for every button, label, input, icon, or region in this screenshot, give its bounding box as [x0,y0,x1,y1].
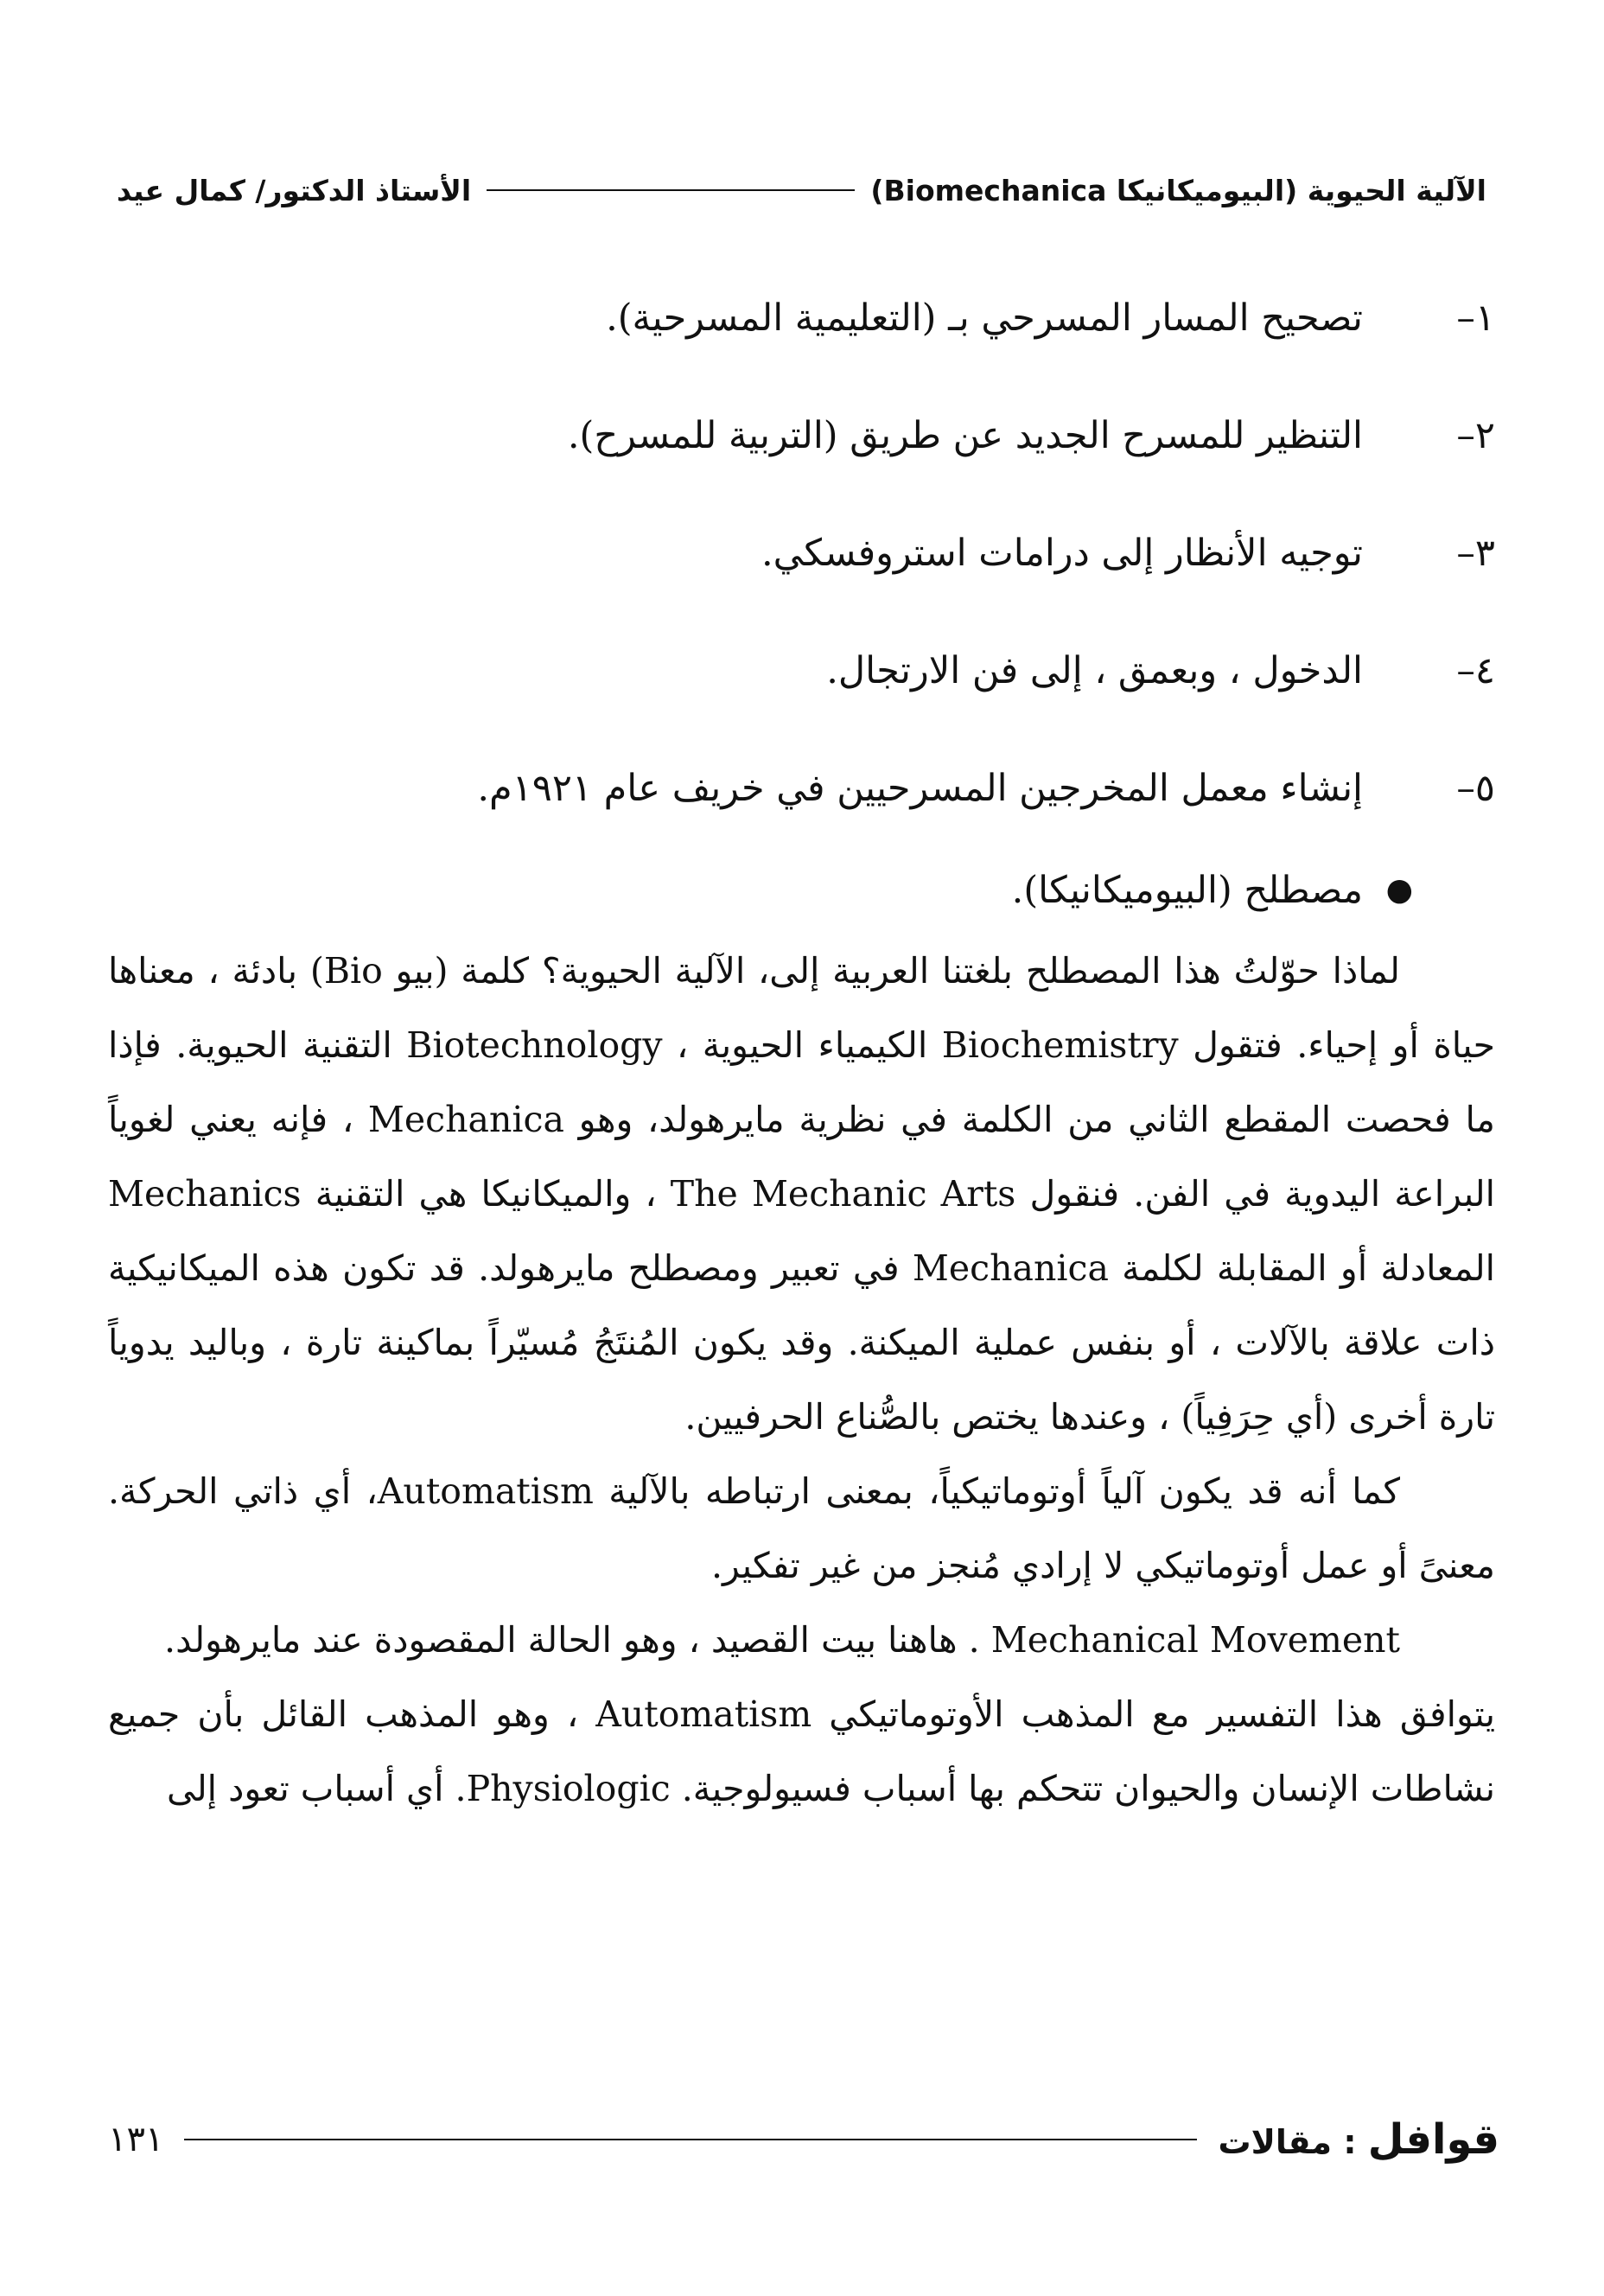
list-item-text: تصحيح المسار المسرحي بـ (التعليمية المسرحية). [606,297,1363,340]
bullet-icon: ● [1385,872,1413,908]
list-item-text: إنشاء معمل المخرجين المسرحيين في خريف عام ١٩٢١م. [477,767,1363,810]
list-item [108,612,1495,730]
running-header [117,164,1486,216]
list-number: ٤– [1456,649,1495,692]
list-item [108,377,1495,494]
header-author: الأستاذ الدكتور/ كمال عيد [117,173,472,207]
section-heading-text: مصطلح (البيوميكانيكا). [1011,869,1363,912]
list-item-text: التنظير للمسرح الجديد عن طريق (التربية للمسرح). [567,414,1363,457]
page-body [108,259,1495,1826]
list-number: ١– [1456,297,1495,340]
journal-name: قوافل [1367,2115,1499,2164]
list-item [108,259,1495,377]
running-footer [108,2109,1499,2170]
header-article-title: الآلية الحيوية (البيوميكانيكا Biomechanica) [870,173,1486,207]
journal-separator: : [1332,2123,1368,2161]
list-number: ٢– [1456,414,1495,457]
list-item [108,494,1495,612]
list-item-text: توجيه الأنظار إلى درامات استروفسكي. [761,532,1363,575]
journal-section: مقالات [1218,2123,1333,2161]
paragraph: كما أنه قد يكون آلياً أوتوماتيكياً، بمعنى ارتباطه بالآلية Automatism، أي ذاتي الحركة. معنىً أو عمل أوتوماتيكي لا إرادي مُنجز من غير تفكير. [108,1470,1495,1586]
section-heading [108,847,1495,934]
paragraph: يتوافق هذا التفسير مع المذهب الأوتوماتيكي Automatism ، وهو المذهب القائل بأن جميع نشاطات الإنسان والحيوان تتحكم بها أسباب فسيولوجية. Physiologic. أي أسباب تعود إلى [108,1693,1495,1809]
list-number: ٥– [1456,767,1495,810]
footer-journal [1218,2115,1499,2164]
list-item-text: الدخول ، وبعمق ، إلى فن الارتجال. [826,649,1363,692]
page-number: ١٣١ [108,2120,164,2159]
list-number: ٣– [1456,532,1495,575]
footer-rule [184,2139,1197,2140]
header-rule [487,189,855,191]
list-item [108,730,1495,847]
paragraph: Mechanical Movement . هاهنا بيت القصيد ، وهو الحالة المقصودة عند مايرهولد. [164,1619,1400,1661]
paragraph: لماذا حوّلتُ هذا المصطلح بلغتنا العربية إلى، الآلية الحيوية؟ كلمة (بيو Bio) بادئة ، معناها حياة أو إحياء. فتقول Biochemistry الكيمياء الحيوية ، Biotechnology التقنية الحيوية. فإذا ما فحصت المقطع الثاني من الكلمة في نظرية مايرهولد، وهو Mechanica ، فإنه يعني لغوياً البراعة اليدوية في الفن. فنقول The Mechanic Arts ، والميكانيكا هي التقنية Mechanics المعادلة أو المقابلة لكلمة Mechanica في تعبير ومصطلح مايرهولد. قد تكون هذه الميكانيكية ذات علاقة بالآلات ، أو بنفس عملية الميكنة. وقد يكون المُنتَجُ مُسيّراً بماكينة تارة ، وباليد يدوياً تارة أخرى (أي حِرَفِياً) ، وعندها يختص بالصُّناع الحرفيين. [108,950,1496,1438]
